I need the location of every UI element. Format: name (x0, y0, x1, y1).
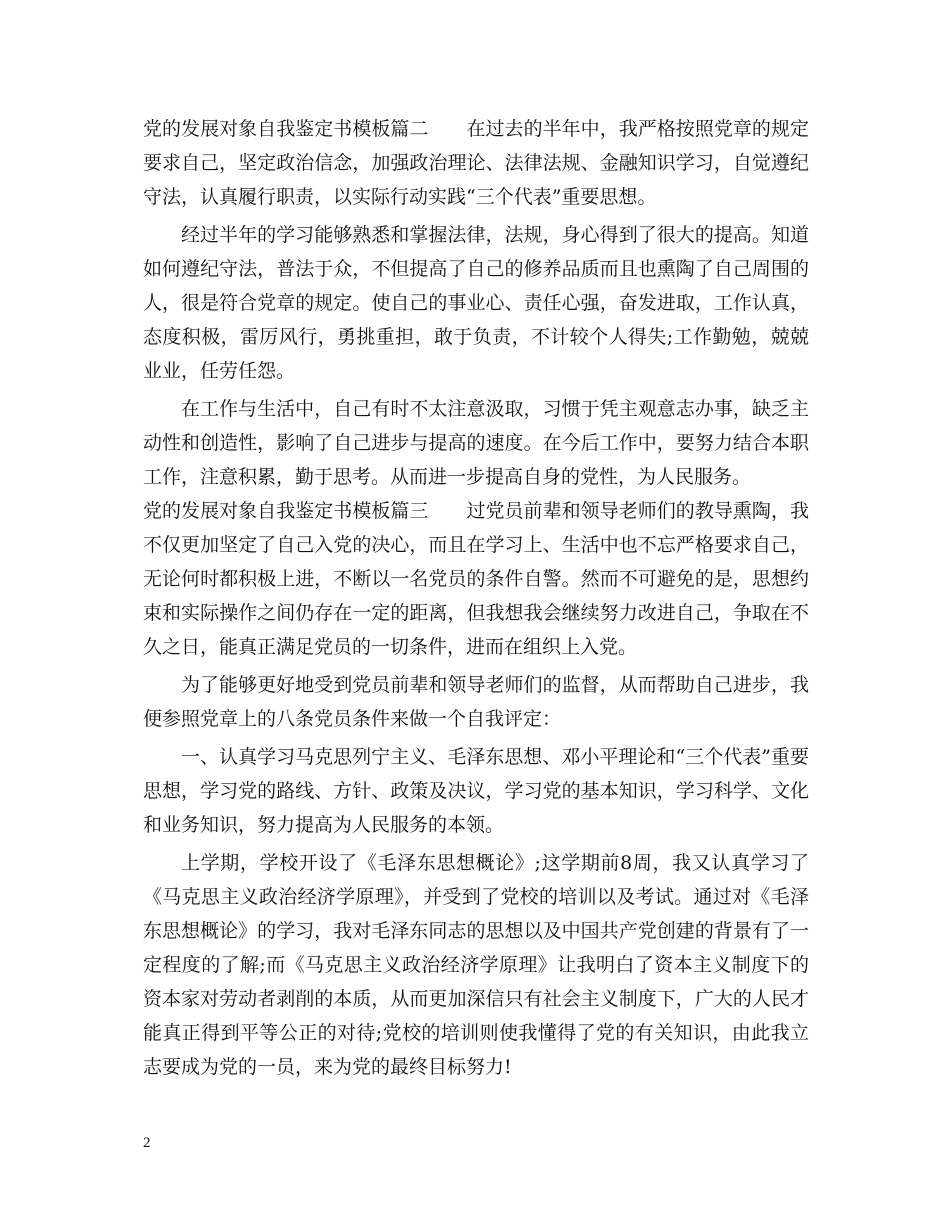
section-3-heading: 党的发展对象自我鉴定书模板篇三 (143, 500, 429, 522)
section-2-heading: 党的发展对象自我鉴定书模板篇二 (143, 118, 429, 140)
paragraph: 在工作与生活中，自己有时不太注意汲取，习惯于凭主观意志办事，缺乏主动性和创造性，影响了自己进步与提高的速度。在今后工作中，要努力结合本职工作，注意积累，勤于思考。从而进一步提高自身的党性，为人民服务。 (143, 398, 809, 488)
paragraph: 一、认真学习马克思列宁主义、毛泽东思想、邓小平理论和“三个代表”重要思想，学习党的路线、方针、政策及决议，学习党的基本知识，学习科学、文化和业务知识，努力提高为人民服务的本领。 (143, 746, 809, 836)
section-3-opening (143, 494, 809, 664)
document-page (143, 112, 809, 1088)
section-2-opening (143, 112, 809, 214)
paragraph: 上学期，学校开设了《毛泽东思想概论》;这学期前8周，我又认真学习了《马克思主义政治经济学原理》，并受到了党校的培训以及考试。通过对《毛泽东思想概论》的学习，我对毛泽东同志的思想以及中国共产党创建的背景有了一定程度的了解;而《马克思主义政治经济学原理》让我明白了资本主义制度下的资本家对劳动者剥削的本质，从而更加深信只有社会主义制度下，广大的人民才能真正得到平等公正的对待;党校的培训则使我懂得了党的有关知识，由此我立志要成为党的一员，来为党的最终目标努力! (143, 852, 809, 1078)
page-number: 2 (143, 1135, 151, 1151)
section-3-lead: 过党员前辈和领导老师们的教导熏陶，我不仅更加坚定了自己入党的决心，而且在学习上、生活中也不忘严格要求自己，无论何时都积极上进，不断以一名党员的条件自警。然而不可避免的是，思想约束和实际操作之间仍存在一定的距离，但我想我会继续努力改进自己，争取在不久之日，能真正满足党员的一切条件，进而在组织上入党。 (143, 500, 809, 658)
paragraph: 经过半年的学习能够熟悉和掌握法律，法规，身心得到了很大的提高。知道如何遵纪守法，普法于众，不但提高了自己的修养品质而且也熏陶了自己周围的人，很是符合党章的规定。使自己的事业心、责任心强，奋发进取，工作认真，态度积极，雷厉风行，勇挑重担，敢于负责，不计较个人得失;工作勤勉，兢兢业业，任劳任怨。 (143, 224, 809, 382)
paragraph: 为了能够更好地受到党员前辈和领导老师们的监督，从而帮助自己进步，我便参照党章上的八条党员条件来做一个自我评定： (143, 674, 809, 730)
section-2-lead: 在过去的半年中，我严格按照党章的规定要求自己，坚定政治信念，加强政治理论、法律法规、金融知识学习，自觉遵纪守法，认真履行职责，以实际行动实践“三个代表”重要思想。 (143, 118, 809, 208)
